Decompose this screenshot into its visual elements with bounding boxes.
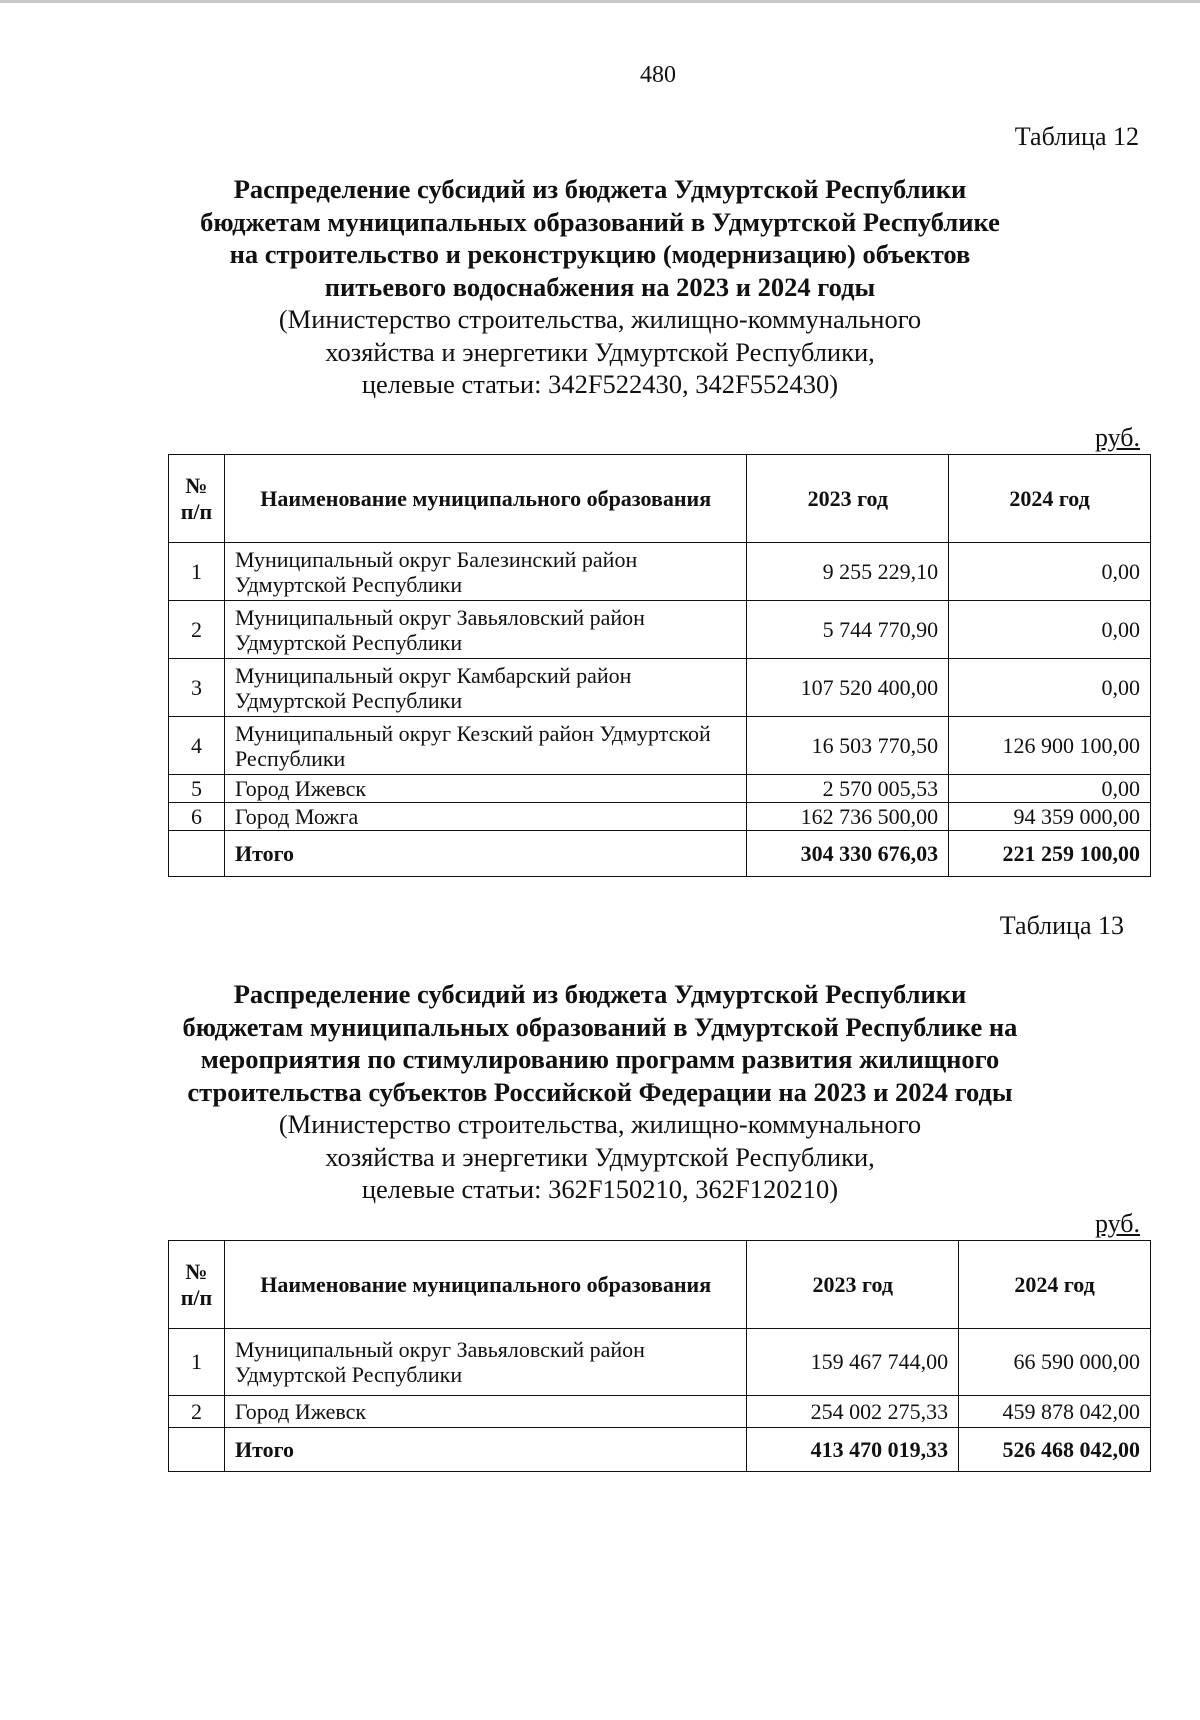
total-label: Итого [224,1428,746,1472]
row-num: 2 [169,1396,225,1428]
table12-header-name: Наименование муниципального образования [224,455,746,543]
row-2023: 2 570 005,53 [747,775,949,803]
total-2023: 304 330 676,03 [747,831,949,877]
table12-label: Таблица 12 [1014,122,1139,151]
row-num: 4 [169,717,225,775]
table13-title-line-3: мероприятия по стимулированию программ развития жилищного [200,1044,1000,1074]
table13-subtitle-line-1: (Министерство строительства, жилищно-коммунального [278,1109,922,1139]
row-2024: 66 590 000,00 [959,1329,1151,1396]
total-num [169,1428,225,1472]
table13-header-2023: 2023 год [747,1241,959,1329]
row-num: 5 [169,775,225,803]
table12-title-line-3: на строительство и реконструкцию (модернизацию) объектов [229,239,971,269]
table13-title-line-1: Распределение субсидий из бюджета Удмуртской Республики [233,979,967,1009]
row-num: 1 [169,1329,225,1396]
table12-header-2024: 2024 год [949,455,1151,543]
table-row [169,1396,1151,1428]
row-num: 1 [169,543,225,601]
table13-title-line-4: строительства субъектов Российской Федерации на 2023 и 2024 годы [187,1076,1013,1107]
table12-title-line-2: бюджетам муниципальных образований в Удмуртской Республике [200,206,1000,237]
row-2023: 107 520 400,00 [747,659,949,717]
row-2024: 126 900 100,00 [949,717,1151,775]
row-2024: 459 878 042,00 [959,1396,1151,1428]
total-2024: 221 259 100,00 [949,831,1151,877]
row-num: 2 [169,601,225,659]
page-number: 480 [640,62,676,88]
table12-subtitle-line-1: (Министерство строительства, жилищно-коммунального [278,304,922,334]
table-row [169,601,1151,659]
table12-total-row [169,831,1151,877]
total-2023: 413 470 019,33 [747,1428,959,1472]
row-2023: 159 467 744,00 [747,1329,959,1396]
table13-total-row [169,1428,1151,1472]
total-label: Итого [224,831,746,877]
row-2023: 16 503 770,50 [747,717,949,775]
table12-header-2023: 2023 год [747,455,949,543]
table13-header-num: № п/п [169,1241,225,1329]
row-name: Муниципальный округ Кезский район Удмуртской Республики [224,717,746,775]
row-name: Муниципальный округ Завьяловский район Удмуртской Республики [224,1329,746,1396]
row-2024: 0,00 [949,543,1151,601]
table13-title [0,978,1200,1206]
row-name: Муниципальный округ Балезинский район Удмуртской Республики [224,543,746,601]
table-row [169,803,1151,831]
total-num [169,831,225,877]
row-2024: 94 359 000,00 [949,803,1151,831]
table-row [169,1329,1151,1396]
row-2023: 9 255 229,10 [747,543,949,601]
row-2023: 162 736 500,00 [747,803,949,831]
table-row [169,775,1151,803]
table13-header-row [169,1241,1151,1329]
table-row [169,717,1151,775]
row-2024: 0,00 [949,659,1151,717]
table13-header-name: Наименование муниципального образования [224,1241,746,1329]
table13-header-2024: 2024 год [959,1241,1151,1329]
table-row [169,543,1151,601]
table13-label: Таблица 13 [999,911,1124,940]
table13-unit: руб. [1094,1209,1140,1238]
table12-header-row [169,455,1151,543]
row-name: Город Ижевск [224,775,746,803]
row-num: 3 [169,659,225,717]
table12-title [0,173,1200,401]
row-name: Город Можга [224,803,746,831]
row-num: 6 [169,803,225,831]
table12-unit: руб. [1094,423,1140,452]
row-2023: 5 744 770,90 [747,601,949,659]
table13-subtitle-line-2: хозяйства и энергетики Удмуртской Республики, [325,1141,875,1172]
table12 [168,454,1151,877]
row-name: Муниципальный округ Камбарский район Удмуртской Республики [224,659,746,717]
table-row [169,659,1151,717]
table13-title-line-2: бюджетам муниципальных образований в Удмуртской Республике на [182,1011,1018,1042]
row-2024: 0,00 [949,775,1151,803]
total-2024: 526 468 042,00 [959,1428,1151,1472]
row-name: Город Ижевск [224,1396,746,1428]
table12-subtitle-line-3: целевые статьи: 342F522430, 342F552430) [361,369,839,399]
table12-title-line-4: питьевого водоснабжения на 2023 и 2024 годы [324,271,876,302]
row-2024: 0,00 [949,601,1151,659]
row-2023: 254 002 275,33 [747,1396,959,1428]
scan-edge-line [0,0,1200,3]
table12-title-line-1: Распределение субсидий из бюджета Удмуртской Республики [233,174,967,204]
table13 [168,1240,1151,1472]
table12-header-num: № п/п [169,455,225,543]
table12-subtitle-line-2: хозяйства и энергетики Удмуртской Республики, [325,336,875,367]
table13-subtitle-line-3: целевые статьи: 362F150210, 362F120210) [361,1174,839,1204]
row-name: Муниципальный округ Завьяловский район Удмуртской Республики [224,601,746,659]
